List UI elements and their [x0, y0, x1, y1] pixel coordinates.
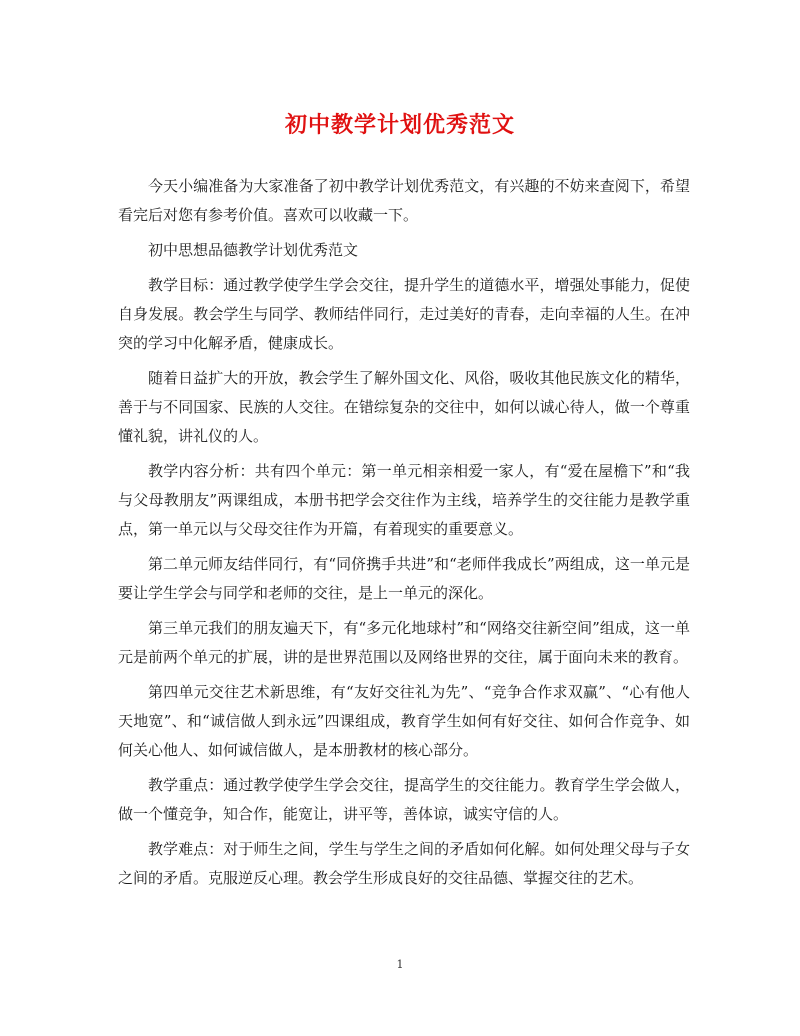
page-number: 1 [396, 958, 404, 971]
paragraph-key-points: 教学重点：通过教学使学生学会交往，提高学生的交往能力。教育学生学会做人，做一个懂竞争，知合作，能宽让，讲平等，善体谅，诚实守信的人。 [118, 776, 690, 823]
paragraph-intro: 今天小编准备为大家准备了初中教学计划优秀范文，有兴趣的不妨来查阅下，希望看完后对您有参考价值。喜欢可以收藏一下。 [118, 177, 690, 224]
paragraph-subtitle: 初中思想品德教学计划优秀范文 [148, 241, 359, 259]
paragraph-unit-two: 第二单元师友结伴同行，有“同侪携手共进”和“老师伴我成长”两组成，这一单元是要让学生学会与同学和老师的交往，是上一单元的深化。 [118, 555, 690, 602]
document-body [118, 172, 690, 899]
document-title: 初中教学计划优秀范文 [284, 112, 515, 138]
paragraph-content-analysis: 教学内容分析：共有四个单元：第一单元相亲相爱一家人，有“爱在屋檐下”和“我与父母教朋友”两课组成，本册书把学会交往作为主线，培养学生的交往能力是教学重点，第一单元以与父母交往作为开篇，有着现实的重要意义。 [118, 462, 690, 538]
paragraph-difficulties: 教学难点：对于师生之间，学生与学生之间的矛盾如何化解。如何处理父母与子女之间的矛盾。克服逆反心理。教会学生形成良好的交往品德、掌握交往的艺术。 [118, 840, 690, 887]
paragraph-teaching-goals: 教学目标：通过教学使学生学会交往，提升学生的道德水平，增强处事能力，促使自身发展。教会学生与同学、教师结伴同行，走过美好的青春，走向幸福的人生。在冲突的学习中化解矛盾，健康成长。 [118, 276, 690, 352]
paragraph-opening-up: 随着日益扩大的开放，教会学生了解外国文化、风俗，吸收其他民族文化的精华，善于与不同国家、民族的人交往。在错综复杂的交往中，如何以诚心待人，做一个尊重懂礼貌，讲礼仪的人。 [118, 369, 690, 445]
paragraph-unit-four: 第四单元交往艺术新思维，有“友好交往礼为先”、“竞争合作求双赢”、“心有他人天地宽”、和“诚信做人到永远”四课组成，教育学生如何有好交往、如何合作竞争、如何关心他人、如何诚信做人，是本册教材的核心部分。 [118, 683, 690, 759]
paragraph-unit-three: 第三单元我们的朋友遍天下，有“多元化地球村”和“网络交往新空间”组成，这一单元是前两个单元的扩展，讲的是世界范围以及网络世界的交往，属于面向未来的教育。 [118, 619, 690, 666]
